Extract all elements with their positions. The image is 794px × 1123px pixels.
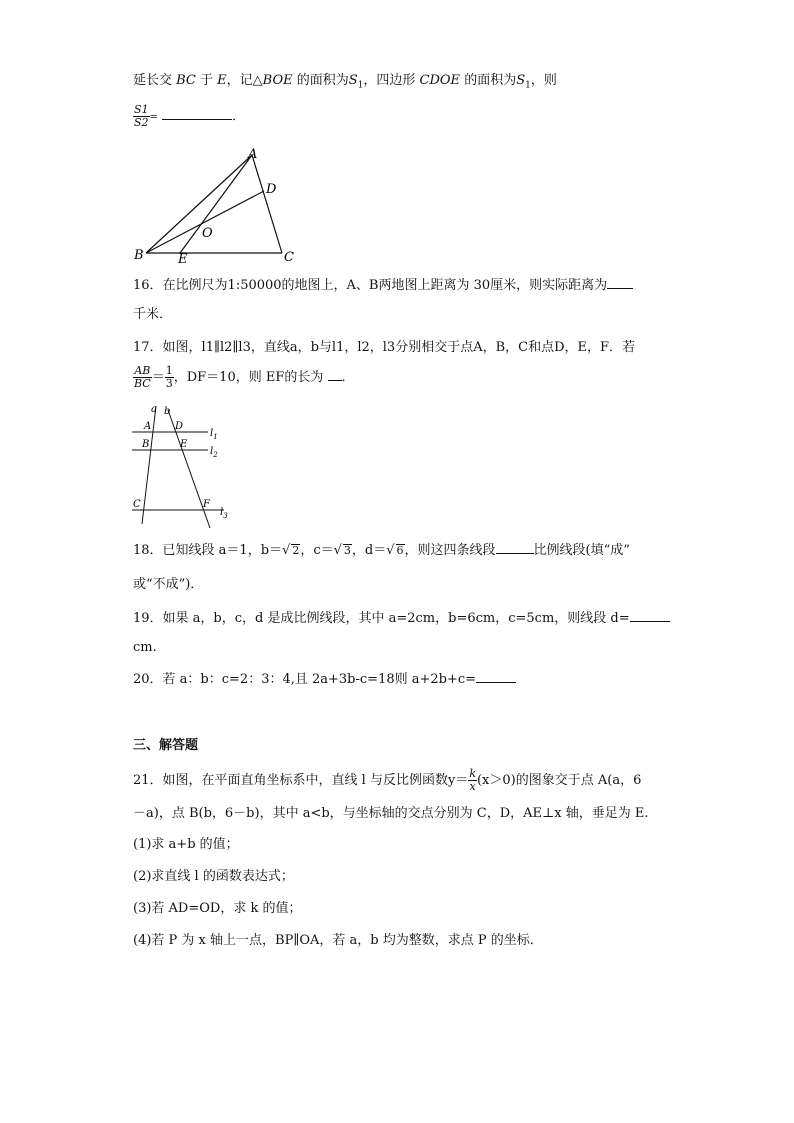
label-b: b bbox=[164, 406, 171, 417]
label-D2: D bbox=[175, 421, 184, 432]
q15-line1: 延长交 BC 于 E，记△BOE 的面积为$S_1$，四边形 CDOE 的面积为$S_1$，则 bbox=[133, 73, 557, 91]
label-C: C bbox=[284, 250, 294, 265]
label-A: A bbox=[248, 147, 258, 162]
q18-line2: 或“不成”)． bbox=[133, 577, 204, 592]
q19-line2: cm. bbox=[133, 640, 157, 655]
answer-blank-15[interactable] bbox=[162, 107, 232, 120]
label-B2: B bbox=[142, 439, 150, 450]
q17-line2: $\frac{AB}{BC}$ ＝ $\frac{1}{3}$ ，DF＝10，则 EF的长为 ． bbox=[134, 364, 355, 390]
q18-line1: 18．已知线段 a＝1，b＝√ 2，c＝√ 3，d＝√ 6，则这四条线段 比例线段(填“成” bbox=[133, 543, 630, 558]
s1-over-s2-fraction: $\frac{S1}{S2}$ bbox=[134, 103, 149, 129]
one-third-fraction: $\frac{1}{3}$ bbox=[165, 364, 173, 390]
q17-line1: 17．如图，l1∥l2∥l3，直线a，b与l1，l2，l3分别相交于点A，B，C和点D，E，F．若 bbox=[133, 340, 636, 355]
answer-blank-20[interactable] bbox=[476, 670, 516, 683]
ab-over-bc-fraction: $\frac{AB}{BC}$ bbox=[134, 364, 151, 390]
parallel-lines-figure bbox=[130, 402, 240, 530]
label-D: D bbox=[266, 182, 277, 197]
label-B: B bbox=[134, 248, 144, 263]
q21-part1: (1)求 a+b 的值； bbox=[133, 837, 239, 852]
triangle-figure bbox=[130, 145, 300, 265]
q20-line1: 20．若 a：b：c=2：3：4,且 2a+3b-c=18则 a+2b+c= bbox=[133, 670, 516, 689]
label-l1: $l_1$ bbox=[210, 428, 218, 441]
answer-blank-19[interactable] bbox=[630, 609, 670, 622]
label-l2: $l_2$ bbox=[210, 446, 218, 459]
label-a: a bbox=[151, 404, 157, 415]
q21-line2: －a)，点 B(b，6－b)，其中 a<b，与坐标轴的交点分别为 C，D，AE⊥x 轴，垂足为 E. bbox=[133, 806, 649, 821]
label-O: O bbox=[202, 226, 213, 241]
q21-part2: (2)求直线 l 的函数表达式； bbox=[133, 869, 294, 884]
q21-part4: (4)若 P 为 x 轴上一点，BP∥OA，若 a，b 均为整数，求点 P 的坐标． bbox=[133, 933, 543, 948]
q16-line2: 千米． bbox=[133, 307, 173, 322]
answer-blank-18[interactable] bbox=[496, 541, 534, 554]
q21-part3: (3)若 AD=OD，求 k 的值； bbox=[133, 901, 302, 916]
q21-line1: 21．如图，在平面直角坐标系中，直线 l 与反比例函数y＝ $\frac{k}{x}$ (x＞0)的图象交于点 A(a，6 bbox=[133, 767, 642, 793]
label-F2: F bbox=[203, 499, 210, 510]
label-E: E bbox=[178, 252, 188, 265]
q15-line2: $\frac{S1}{S2}$ = ． bbox=[134, 103, 246, 129]
label-A2: A bbox=[144, 421, 152, 432]
k-over-x-fraction: $\frac{k}{x}$ bbox=[469, 767, 476, 793]
q19-line1: 19．如果 a，b，c，d 是成比例线段，其中 a=2cm，b=6cm，c=5cm，则线段 d= bbox=[133, 609, 670, 628]
answer-blank-16[interactable] bbox=[607, 276, 633, 289]
q16-line1: 16．在比例尺为1:50000的地图上，A、B两地图上距离为 30厘米，则实际距离为 bbox=[133, 276, 633, 295]
label-E2: E bbox=[180, 439, 188, 450]
section-heading: 三、解答题 bbox=[133, 738, 199, 753]
answer-blank-17[interactable] bbox=[328, 368, 342, 381]
label-C2: C bbox=[133, 499, 141, 510]
label-l3: $l_3$ bbox=[220, 507, 228, 520]
